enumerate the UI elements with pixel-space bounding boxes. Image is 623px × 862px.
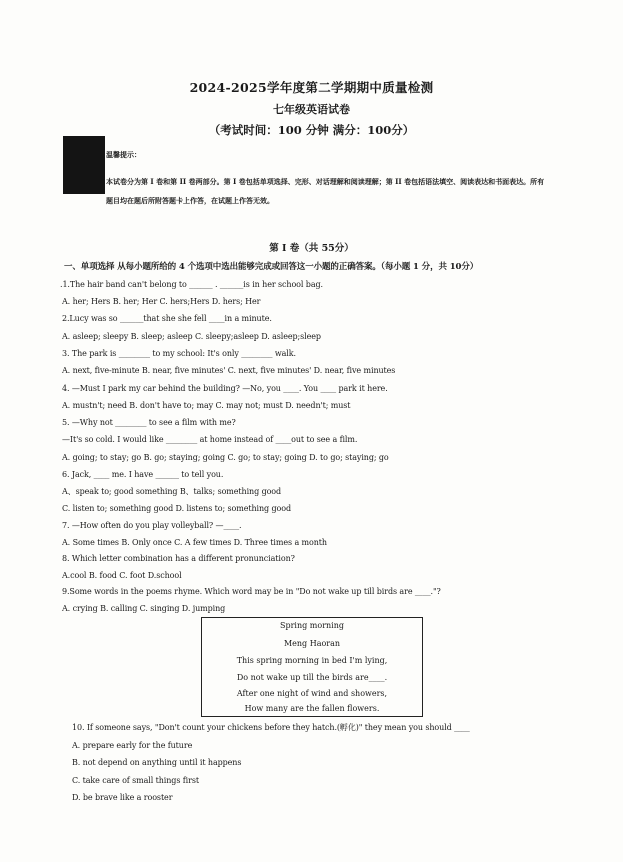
question-5-dialogue: —It's so cold. I would like ________ at home instead of ____out to see a film. <box>62 435 358 444</box>
question-5-options: A. going; to stay; go B. go; staying; going C. go; to stay; going D. to go; staying; go <box>62 453 389 462</box>
redaction-block <box>63 136 105 194</box>
question-2: 2.Lucy was so ______that she she fell ____in a minute. <box>62 314 272 323</box>
question-3-options: A. next, five-minute B. near, five minutes' C. next, five minutes' D. near, five minutes <box>62 366 396 375</box>
exam-title: 2024-2025学年度第二学期期中质量检测 <box>189 80 434 95</box>
exam-info: （考试时间：100 分钟 满分：100分） <box>208 123 415 137</box>
poem-title: Spring morning <box>279 621 344 630</box>
poem-verse: How many are the fallen flowers. <box>244 704 380 713</box>
question-7-options: A. Some times B. Only once C. A few times D. Three times a month <box>62 538 327 547</box>
question-10-option-a: A. prepare early for the future <box>72 741 193 750</box>
poem-verse: Do not wake up till the birds are____. <box>236 673 388 682</box>
question-9-options: A. crying B. calling C. singing D. jumping <box>62 604 226 613</box>
poem-verse: This spring morning in bed I'm lying, <box>236 656 388 665</box>
question-10-option-b: B. not depend on anything until it happens <box>72 758 242 767</box>
question-10: 10. If someone says, "Don't count your chickens before they hatch.(孵化)" they mean you should ____ <box>72 723 470 732</box>
question-8: 8. Which letter combination has a different pronunciation? <box>62 554 295 563</box>
question-3: 3. The park is ________ to my school: It's only ________ walk. <box>62 349 296 358</box>
question-6: 6. Jack, ____ me. I have ______ to tell you. <box>62 470 224 479</box>
poem-author: Meng Haoran <box>283 639 341 648</box>
question-9: 9.Some words in the poems rhyme. Which word may be in "Do not wake up till birds are ____."? <box>62 587 441 596</box>
question-8-options: A.cool B. food C. foot D.school <box>62 571 182 580</box>
question-6-options-cd: C. listen to; something good D. listens to; something good <box>62 504 291 513</box>
question-10-option-d: D. be brave like a rooster <box>72 793 173 802</box>
exam-subtitle: 七年级英语试卷 <box>273 103 350 116</box>
part-one-title: 第 I 卷（共 55分） <box>269 243 354 254</box>
question-1-options: A. her; Hers B. her; Her C. hers;Hers D. hers; Her <box>62 297 261 306</box>
question-10-option-c: C. take care of small things first <box>72 776 199 785</box>
section-instructions: 一、单项选择 从每小题所给的 4 个选项中选出能够完成或回答这一小题的正确答案。（每小题 1 分，共 10分） <box>64 262 479 272</box>
poem-box <box>201 617 423 717</box>
question-4: 4. —Must I park my car behind the building? —No, you ____. You ____ park it here. <box>62 384 388 393</box>
notice-heading: 温馨提示： <box>106 150 141 159</box>
question-6-options-ab: A、speak to; good something B、talks; something good <box>62 487 282 496</box>
poem-verse: After one night of wind and showers, <box>236 689 388 698</box>
question-5: 5. —Why not ________ to see a film with me? <box>62 418 236 427</box>
notice-body: 本试卷分为第 I 卷和第 II 卷两部分。第 I 卷包括单项选择、完形、对话理解和阅读理解；第 II 卷包括语法填空、阅读表达和书面表达。所有题目均在题后所附答题卡上作答，在试题上作答无效。 <box>106 177 545 205</box>
question-4-options: A. mustn't; need B. don't have to; may C. may not; must D. needn't; must <box>62 401 351 410</box>
question-1: .1.The hair band can't belong to ______ . ______is in her school bag. <box>60 280 323 289</box>
question-7: 7. —How often do you play volleyball? —____. <box>62 521 242 530</box>
question-2-options: A. asleep; sleepy B. sleep; asleep C. sleepy;asleep D. asleep;sleep <box>62 332 321 341</box>
